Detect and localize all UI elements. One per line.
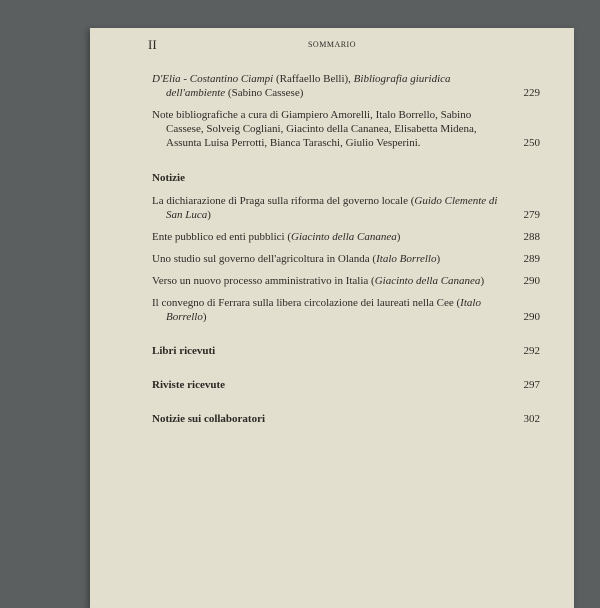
toc-entry-review-1: D'Elia - Costantino Ciampi (Raffaello Belli), Bibliografia giuridica dell'ambiente (Sabino Cassese) 229 xyxy=(152,73,540,99)
toc-page-number: 297 xyxy=(523,379,540,391)
toc-page-number: 302 xyxy=(523,413,540,425)
running-title: SOMMARIO xyxy=(307,40,356,49)
section-heading-notizie: Notizie xyxy=(152,172,185,184)
toc-page-number: 250 xyxy=(523,137,540,149)
toc-entry-notizia-1: La dichiarazione di Praga sulla riforma del governo locale (Guido Clemente di San Luca) 279 xyxy=(152,195,540,221)
toc-entry-notizia-2: Ente pubblico ed enti pubblici (Giacinto della Cananea) 288 xyxy=(152,231,540,243)
toc-entry-notizia-5: Il convegno di Ferrara sulla libera circolazione dei laureati nella Cee (Italo Borrello) 290 xyxy=(152,297,540,323)
table-of-contents xyxy=(152,72,540,434)
book-page xyxy=(90,28,574,608)
notizia-author: Italo Borrello xyxy=(376,253,437,265)
toc-page-number: 290 xyxy=(523,311,540,323)
page-number: II xyxy=(148,37,157,52)
toc-entry-review-2: Note bibliografiche a cura di Giampiero Amorelli, Italo Borrello, Sabino Cassese, Solveig Cogliani, Giacinto della Cananea, Elisabetta Midena, Assunta Luisa Perrotti, Bianca Taraschi, Giulio Vesperini. 250 xyxy=(152,109,540,149)
toc-page-number: 289 xyxy=(523,253,540,265)
toc-page-number: 229 xyxy=(523,87,540,99)
toc-entry-notizia-3: Uno studio sul governo dell'agricoltura in Olanda (Italo Borrello) 289 xyxy=(152,253,540,265)
toc-entry-notizie-collaboratori: Notizie sui collaboratori 302 xyxy=(152,413,540,425)
toc-page-number: 290 xyxy=(523,275,540,287)
review-book-title: Bibliografia giuridica dell'ambiente xyxy=(166,73,451,99)
toc-entry-notizia-4: Verso un nuovo processo amministrativo in Italia (Giacinto della Cananea) 290 xyxy=(152,275,540,287)
notizia-author: Italo Borrello xyxy=(166,297,481,323)
toc-entry-libri-ricevuti: Libri ricevuti 292 xyxy=(152,345,540,357)
toc-page-number: 292 xyxy=(523,345,540,357)
review-author: D'Elia - Costantino Ciampi xyxy=(152,73,274,85)
notizia-author: Giacinto della Cananea xyxy=(291,231,397,243)
toc-page-number: 288 xyxy=(523,231,540,243)
notizia-author: Giacinto della Cananea xyxy=(374,275,481,287)
toc-page-number: 279 xyxy=(523,209,540,221)
toc-entry-riviste-ricevute: Riviste ricevute 297 xyxy=(152,379,540,391)
notizia-author: Guido Clemente di San Luca xyxy=(166,195,498,221)
